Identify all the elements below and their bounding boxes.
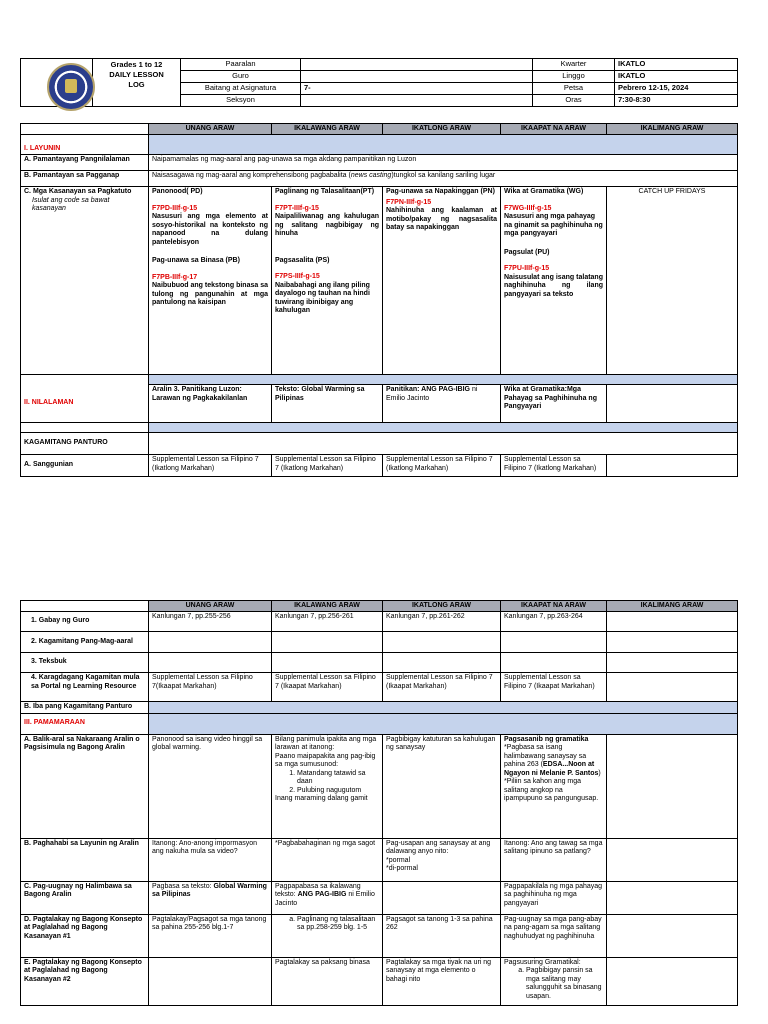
skill-code: F7PU-IIIf-g-15	[504, 265, 550, 272]
nilalaman-title: Panitikan: ANG PAG-IBIG	[386, 386, 471, 393]
label-balik-aral: A. Balik-aral sa Nakaraang Aralin o Pagsisimula ng Bagong Aralin	[21, 734, 149, 838]
nilalaman-author: ni Emilio Jacinto	[386, 386, 478, 402]
gramatika-heading: Pagsasanib ng gramatika	[504, 735, 589, 743]
kasanayan-day5: CATCH UP FRIDAYS	[607, 187, 738, 375]
karagdagang-day4: Supplemental Lesson sa Filipino 7 (Ikaapat Markahan)	[501, 673, 607, 702]
field-value-oras[interactable]: 7:30-8:30	[615, 95, 738, 107]
nilalaman-day2: Teksto: Global Warming sa Pilipinas	[272, 385, 383, 423]
list-item: 1. Matandang tatawid sa daan	[297, 770, 379, 787]
skill-code: F7WG-IIIf-g-15	[504, 204, 552, 212]
corner-cell	[21, 124, 149, 135]
paghahabi-line: *di-pormal	[386, 865, 418, 872]
field-label-paaralan: Paaralan	[181, 59, 301, 71]
iba-band	[149, 702, 738, 714]
kasanayan-day1	[149, 187, 272, 375]
skill-text: Naibubuod ang tekstong binasa sa tulong ng pangunahin at mga pantulong na kaisipan	[152, 282, 268, 306]
pagtalakay2-day3: Pagtalakay sa mga tiyak na uri ng sanaysay at mga elemento o bahagi nito	[383, 957, 501, 1005]
label-karagdagang-kagamitan: 4. Karagdagang Kagamitan mula sa Portal ng Learning Resource	[21, 673, 149, 702]
balik-aral-day1: Panonood sa isang video hinggil sa global warming.	[149, 734, 272, 838]
list-item: a. Pagbibigay pansin sa mga salitang may salungguhit sa binasang usapan.	[526, 967, 603, 1001]
label-kasanayan: C. Mga Kasanayan sa Pagkatuto	[24, 188, 132, 195]
day-header-5: IKALIMANG ARAW	[607, 124, 738, 135]
corner-cell	[21, 601, 149, 612]
pagganap-text-2: )tungkol sa kanilang sariling lugar	[391, 172, 496, 179]
empty-cell	[383, 632, 501, 653]
empty-cell	[149, 957, 272, 1005]
label-teksbuk: 3. Teksbuk	[21, 653, 149, 673]
kagamitan-band	[149, 423, 738, 433]
pagtalakay1-day3: Pagsagot sa tanong 1-3 sa pahina 262	[383, 914, 501, 957]
empty-cell	[607, 881, 738, 914]
day-header-2: IKALAWANG ARAW	[272, 124, 383, 135]
paghahabi-day3	[383, 838, 501, 881]
skill-title: Wika at Gramatika (WG)	[504, 188, 584, 195]
title-line-1: Grades 1 to 12	[110, 60, 163, 69]
dll-title	[93, 59, 181, 107]
pagtalakay1-day4: Pag-uugnay sa mga pang-abay na pang-agam sa mga salitang naghuhudyat ng paghihinuha	[501, 914, 607, 957]
field-value-linggo[interactable]: IKATLO	[615, 71, 738, 83]
skill-text: Naisusulat ang isang talatang naghihinuha ng ilang pangyayari sa teksto	[504, 273, 603, 298]
field-value-petsa[interactable]: Pebrero 12-15, 2024	[615, 83, 738, 95]
label-kagamitang-pang-mag-aaral: 2. Kagamitang Pang-Mag-aaral	[21, 632, 149, 653]
day-header-3: IKATLONG ARAW	[383, 124, 501, 135]
paghahabi-day1: Itanong: Ano-anong impormasyon ang nakuha mula sa video?	[149, 838, 272, 881]
sanggunian-day3: Supplemental Lesson sa Filipino 7 (Ikatlong Markahan)	[383, 455, 501, 477]
sanggunian-day5	[607, 455, 738, 477]
pagtalakay2-day2: Pagtalakay sa paksang binasa	[272, 957, 383, 1005]
pag-uugnay-day4: Pagpapakilala ng mga pahayag sa paghihinuha ng mga pangyayari	[501, 881, 607, 914]
spacer-cell	[21, 375, 149, 385]
field-label-baitang: Baitang at Asignatura	[181, 83, 301, 95]
nilalaman-band	[149, 375, 738, 385]
list-item: a. Paglinang ng talasalitaan sa pp.258-259 blg. 1-5	[297, 916, 379, 933]
label-pagtalakay-2: E. Pagtalakay ng Bagong Konsepto at Paglalahad ng Bagong Kasanayan #2	[21, 957, 149, 1005]
karagdagang-day5	[607, 673, 738, 702]
skill-title: Pagsasalita (PS)	[275, 256, 330, 264]
field-label-kwarter: Kwarter	[533, 59, 615, 71]
paghahabi-line: *pormal	[386, 856, 411, 864]
empty-cell	[383, 881, 501, 914]
gramatika-text	[504, 744, 603, 778]
paghahabi-day4: Itanong: Ano ang tawag sa mga salitang ipinuno sa patlang?	[501, 838, 607, 881]
gabay-day5	[607, 612, 738, 632]
empty-cell	[607, 914, 738, 957]
pagtalakay2-day4	[501, 957, 607, 1005]
skill-code: F7PS-IIIf-g-15	[275, 273, 320, 280]
gabay-day3: Kanlungan 7, pp.261-262	[383, 612, 501, 632]
label-pamantayan-sa-pagganap: B. Pamantayan sa Pagganap	[21, 171, 149, 187]
kasanayan-day4	[501, 187, 607, 375]
empty-cell	[607, 734, 738, 838]
spacer-cell	[21, 423, 149, 433]
gramatika-bold: EDSA...Noon at Ngayon ni Melanie P. Santos	[504, 761, 599, 777]
empty-cell	[272, 632, 383, 653]
section-layunin: I. LAYUNIN	[21, 135, 149, 155]
skill-text: Naibabahagi ang ilang piling dayalogo ng tauhan na hindi tuwirang ibinibigay ang kahulugan	[275, 281, 370, 314]
paghahabi-line: Pag-usapan ang sanaysay at ang dalawang anyo nito:	[386, 839, 491, 855]
nilalaman-day4: Wika at Gramatika:Mga Pahayag sa Paghihinuha ng Pangyayari	[501, 385, 607, 423]
skill-code: F7PD-IIIf-g-15	[152, 204, 198, 212]
empty-cell	[501, 653, 607, 673]
label-pag-uugnay: C. Pag-uugnay ng Halimbawa sa Bagong Aralin	[21, 881, 149, 914]
field-label-oras: Oras	[533, 95, 615, 107]
title-line-3: LOG	[128, 80, 145, 89]
skill-title: Pag-unawa sa Napakinggan (PN)	[386, 188, 495, 195]
skill-title: Pagsulat (PU)	[504, 248, 550, 256]
kasanayan-day2	[272, 187, 383, 375]
day-header-row	[21, 601, 738, 612]
layunin-band	[149, 135, 738, 155]
pag-uugnay-author: ni Emilio Jacinto	[275, 891, 375, 907]
sanggunian-day4: Supplemental Lesson sa Filipino 7 (Ikatlong Markahan)	[501, 455, 607, 477]
empty-cell	[149, 653, 272, 673]
pag-uugnay-day2	[272, 881, 383, 914]
pag-uugnay-bold: ANG PAG-IBIG	[297, 891, 347, 898]
header-table	[20, 58, 738, 107]
deped-seal-logo	[47, 63, 95, 111]
skill-title: Paglinang ng Talasalitaan(PT)	[275, 188, 375, 195]
paghahabi-day2: *Pagbabahaginan ng mga sagot	[272, 838, 383, 881]
balik-aral-line: Paano maipapakita ang pag-ibig sa mga sumusunod:	[275, 752, 376, 768]
gramatika-text-1: *Pagbasa sa isang halimbawang sanaysay sa pahina 263 (	[504, 744, 587, 768]
section-pamamaraan: III. PAMAMARAAN	[21, 713, 149, 734]
gabay-day4: Kanlungan 7, pp.263-264	[501, 612, 607, 632]
field-label-linggo: Linggo	[533, 71, 615, 83]
label-pamantayang-pangnilalaman: A. Pamantayang Pangnilalaman	[21, 155, 149, 171]
nilalaman-day1: Aralin 3. Panitikang Luzon: Larawan ng Pagkakakilanlan	[149, 385, 272, 423]
label-kagamitang-panturo: KAGAMITANG PANTURO	[21, 433, 149, 455]
sanggunian-day2: Supplemental Lesson sa Filipino 7 (Ikatlong Markahan)	[272, 455, 383, 477]
label-gabay-ng-guro: 1. Gabay ng Guro	[21, 612, 149, 632]
field-label-guro: Guro	[181, 71, 301, 83]
sanggunian-day1: Supplemental Lesson sa Filipino 7 (Ikatlong Markahan)	[149, 455, 272, 477]
empty-cell	[607, 838, 738, 881]
skill-text: Nasusuri ang mga elemento at sosyo-historikal na konteksto ng napanood na dulang pantelebisyon	[152, 213, 268, 246]
gramatika-text-2: )	[598, 769, 601, 777]
field-value-paaralan[interactable]	[301, 59, 533, 71]
day-header-1: UNANG ARAW	[149, 124, 272, 135]
balik-aral-line: Bilang panimula ipakita ang mga larawan at itanong:	[275, 735, 377, 751]
day-header-2: IKALAWANG ARAW	[272, 601, 383, 612]
empty-cell	[272, 653, 383, 673]
list-item: 2. Pulubing nagugutom	[297, 787, 379, 796]
day-header-5: IKALIMANG ARAW	[607, 601, 738, 612]
pagsusuri-heading: Pagsusuring Gramatikal:	[504, 958, 581, 966]
karagdagang-day3: Supplemental Lesson sa Filipino 7 (Ikaapat Markahan)	[383, 673, 501, 702]
empty-cell	[501, 632, 607, 653]
pag-uugnay-day1	[149, 881, 272, 914]
empty-cell	[607, 957, 738, 1005]
label-pagtalakay-1: D. Pagtalakay ng Bagong Konsepto at Paglalahad ng Bagong Kasanayan #1	[21, 914, 149, 957]
balik-aral-day2	[272, 734, 383, 838]
kasanayan-subnote: Isulat ang code sa bawat kasanayan	[32, 196, 110, 212]
skill-text: Nasusuri ang mga pahayag na ginamit sa paghihinuha ng mga pangyayari	[504, 213, 603, 237]
field-value-seksyon[interactable]	[301, 95, 533, 107]
empty-cell	[383, 653, 501, 673]
day-header-3: IKATLONG ARAW	[383, 601, 501, 612]
skill-code: F7PT-IIIf-g-15	[275, 204, 319, 212]
pag-uugnay-text: Pagpapabasa sa ikalawang teksto:	[275, 882, 361, 898]
skill-text: Nahihinuha ang kaalaman at motibo/pakay ng nagsasalita batay sa napakinggan	[386, 207, 497, 231]
pag-uugnay-bold: Global Warming sa Pilipinas	[152, 882, 267, 898]
pamantayang-pangnilalaman-text: Naipamamalas ng mag-aaral ang pag-unawa sa mga akdang pampanitikan ng Luzon	[149, 155, 738, 171]
skill-code: F7PB-IIIf-g-17	[152, 273, 198, 281]
balik-aral-line: Inang maraming dalang gamit	[275, 795, 368, 802]
pamantayan-sa-pagganap-text	[149, 171, 738, 187]
day-header-row	[21, 124, 738, 135]
label-sanggunian: A. Sanggunian	[21, 455, 149, 477]
pamamaraan-band	[149, 713, 738, 734]
label-iba-pang-kagamitan: B. Iba pang Kagamitang Panturo	[21, 702, 149, 714]
pagtalakay1-day2	[272, 914, 383, 957]
lesson-table-page1	[20, 123, 738, 477]
lesson-table-page2	[20, 600, 738, 1006]
day-header-4: IKAAPAT NA ARAW	[501, 124, 607, 135]
day-header-1: UNANG ARAW	[149, 601, 272, 612]
nilalaman-day3	[383, 385, 501, 423]
field-value-kwarter[interactable]: IKATLO	[615, 59, 738, 71]
day-header-4: IKAAPAT NA ARAW	[501, 601, 607, 612]
skill-text: Naipaliliwanag ang kahulugan ng salitang nagbibigay ng hinuha	[275, 213, 379, 237]
skill-title: Panonood( PD)	[152, 188, 203, 195]
pagganap-italic: news casting	[350, 172, 392, 179]
pag-uugnay-text: Pagbasa sa teksto:	[152, 882, 214, 890]
kasanayan-day3	[383, 187, 501, 375]
kagamitan-empty	[149, 433, 738, 455]
field-value-guro[interactable]	[301, 71, 533, 83]
label-kasanayan-cell	[21, 187, 149, 375]
balik-aral-day3: Pagbibigay katuturan sa kahulugan ng sanaysay	[383, 734, 501, 838]
balik-aral-day4	[501, 734, 607, 838]
karagdagang-day2: Supplemental Lesson sa Filipino 7 (Ikaapat Markahan)	[272, 673, 383, 702]
section-nilalaman: II. NILALAMAN	[21, 385, 149, 423]
gramatika-instruction: *Piliin sa kahon ang mga salitang angkop na ipampupuno sa pangungusap.	[504, 778, 599, 802]
seal-emblem-icon	[65, 79, 77, 93]
empty-cell	[607, 653, 738, 673]
label-paghahabi: B. Paghahabi sa Layunin ng Aralin	[21, 838, 149, 881]
gabay-day1: Kanlungan 7, pp.255-256	[149, 612, 272, 632]
empty-cell	[607, 632, 738, 653]
skill-title: Pag-unawa sa Binasa (PB)	[152, 257, 240, 264]
title-line-2: DAILY LESSON	[109, 70, 164, 79]
field-label-seksyon: Seksyon	[181, 95, 301, 107]
field-label-petsa: Petsa	[533, 83, 615, 95]
karagdagang-day1: Supplemental Lesson sa Filipino 7(Ikaapat Markahan)	[149, 673, 272, 702]
pagtalakay1-day1: Pagtalakay/Pagsagot sa mga tanong sa pahina 255-256 blg.1-7	[149, 914, 272, 957]
pagganap-text-1: Naisasagawa ng mag-aaral ang komprehensibong pagbabalita (	[152, 172, 351, 179]
gabay-day2: Kanlungan 7, pp.256-261	[272, 612, 383, 632]
field-value-baitang[interactable]: 7-	[301, 83, 533, 95]
skill-code: F7PN-IIIf-g-15	[386, 198, 432, 206]
nilalaman-day5	[607, 385, 738, 423]
empty-cell	[149, 632, 272, 653]
